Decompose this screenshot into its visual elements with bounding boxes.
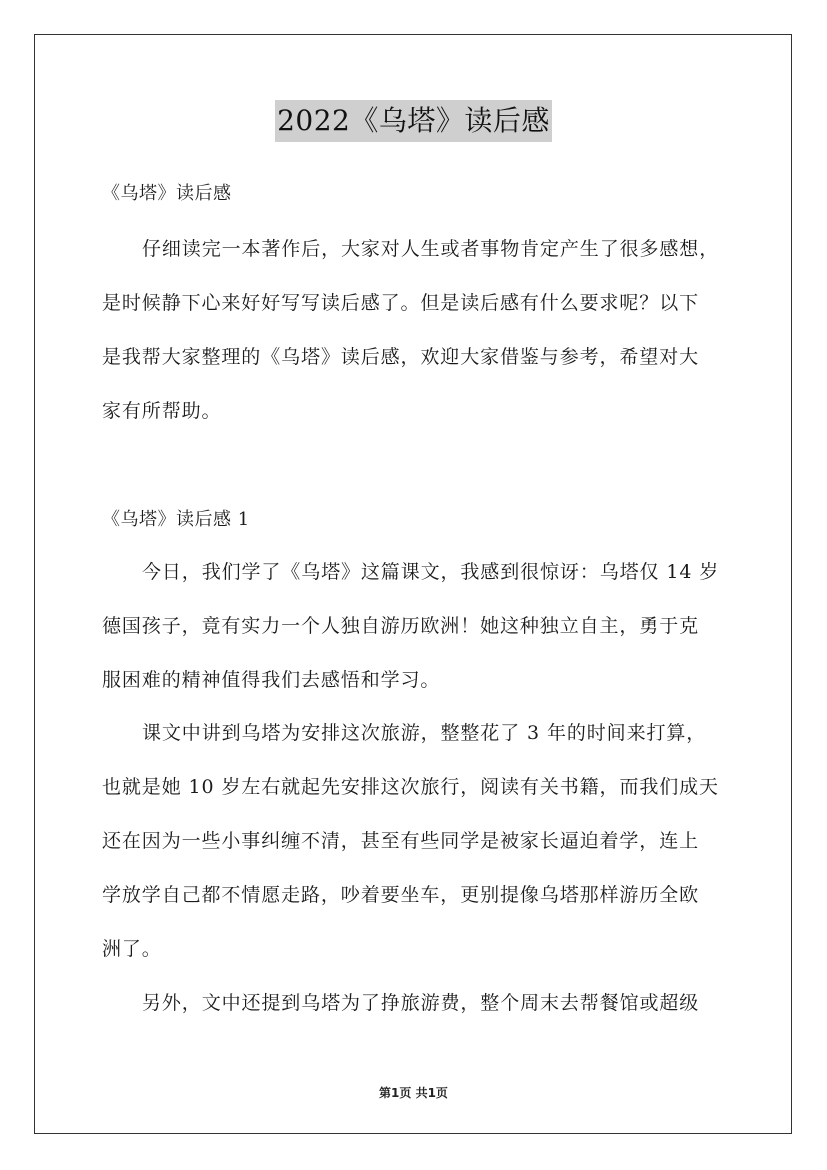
section1-paragraph-2 [102,706,732,976]
section1-paragraph-1 [102,545,732,707]
paragraph-line: 是时候静下心来好好写写读后感了。但是读后感有什么要求呢？以下 [102,292,700,314]
intro-paragraph [102,222,732,438]
section1-paragraph-3 [102,976,732,1030]
paragraph-line: 另外，文中还提到乌塔为了挣旅游费，整个周末去帮餐馆或超级 [142,992,700,1014]
paragraph-line: 学放学自己都不情愿走路，吵着要坐车，更别提像乌塔那样游历全欧 [102,884,700,906]
paragraph-line: 仔细读完一本著作后，大家对人生或者事物肯定产生了很多感想， [142,238,720,260]
paragraph-line: 家有所帮助。 [102,400,222,422]
title-container [0,100,827,142]
page-footer [0,1084,827,1101]
paragraph-line: 服困难的精神值得我们去感悟和学习。 [102,669,441,691]
document-title: 2022《乌塔》读后感 [275,100,552,142]
paragraph-line: 也就是她 10 岁左右就起先安排这次旅行，阅读有关书籍，而我们成天 [102,776,719,798]
intro-heading: 《乌塔》读后感 [102,183,232,204]
paragraph-line: 是我帮大家整理的《乌塔》读后感，欢迎大家借鉴与参考，希望对大 [102,346,700,368]
paragraph-line: 课文中讲到乌塔为安排这次旅游，整整花了 3 年的时间来打算， [142,722,707,744]
paragraph-line: 还在因为一些小事纠缠不清，甚至有些同学是被家长逼迫着学，连上 [102,830,700,852]
section1-heading: 《乌塔》读后感 1 [102,509,250,530]
paragraph-line: 德国孩子，竟有实力一个人独自游历欧洲！她这种独立自主，勇于克 [102,615,700,637]
paragraph-line: 洲了。 [102,938,162,960]
paragraph-line: 今日，我们学了《乌塔》这篇课文，我感到很惊讶：乌塔仅 14 岁 [142,561,720,583]
page-number-label: 第1页 共1页 [379,1086,448,1100]
